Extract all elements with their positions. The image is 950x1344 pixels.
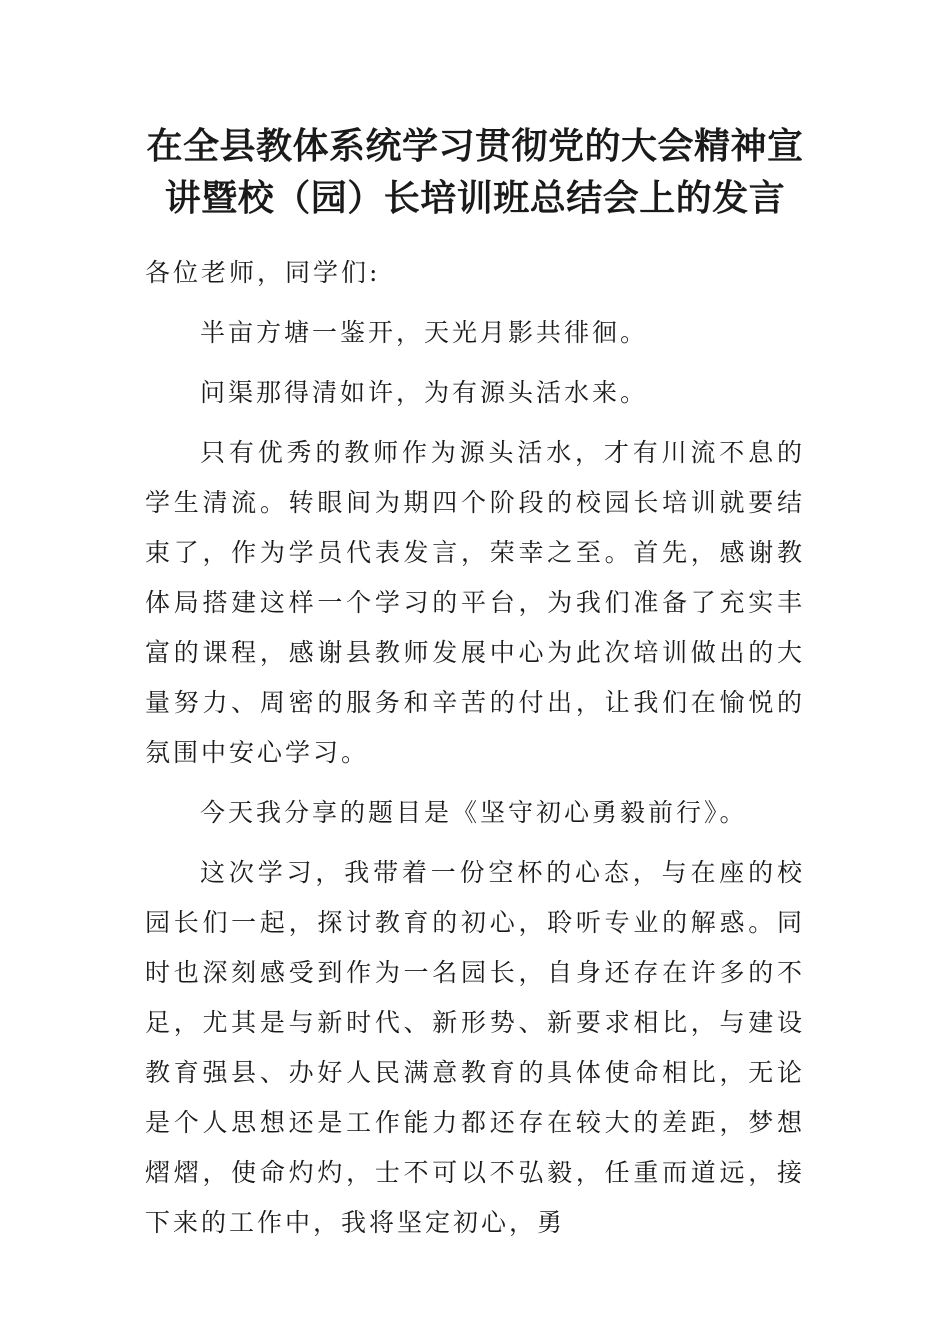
paragraph: 半亩方塘一鉴开，天光月影共徘徊。	[200, 318, 649, 347]
paragraph: 只有优秀的教师作为源头活水，才有川流不息的学生清流。转眼间为期四个阶段的校园长培训就要结束了，作为学员代表发言，荣幸之至。首先，感谢教体局搭建这样一个学习的平台，为我们准备了充实丰富的课程，感谢县教师发展中心为此次培训做出的大量努力、周密的服务和辛苦的付出，让我们在愉悦的氛围中安心学习。	[145, 438, 805, 767]
paragraph: 今天我分享的题目是《坚守初心勇毅前行》。	[200, 798, 748, 827]
salutation: 各位老师，同学们:	[145, 258, 381, 287]
document-body	[145, 248, 805, 1248]
title-line-2: 讲暨校（园）长培训班总结会上的发言	[164, 177, 786, 219]
paragraph: 问渠那得清如许，为有源头活水来。	[200, 378, 649, 407]
document-title	[145, 120, 805, 224]
paragraph: 这次学习，我带着一份空杯的心态，与在座的校园长们一起，探讨教育的初心，聆听专业的解惑。同时也深刻感受到作为一名园长，自身还存在许多的不足，尤其是与新时代、新形势、新要求相比，与建设教育强县、办好人民满意教育的具体使命相比，无论是个人思想还是工作能力都还存在较大的差距，梦想熠熠，使命灼灼，士不可以不弘毅，任重而道远，接下来的工作中，我将坚定初心，勇	[145, 858, 805, 1237]
title-line-1: 在全县教体系统学习贯彻党的大会精神宣	[146, 125, 804, 167]
